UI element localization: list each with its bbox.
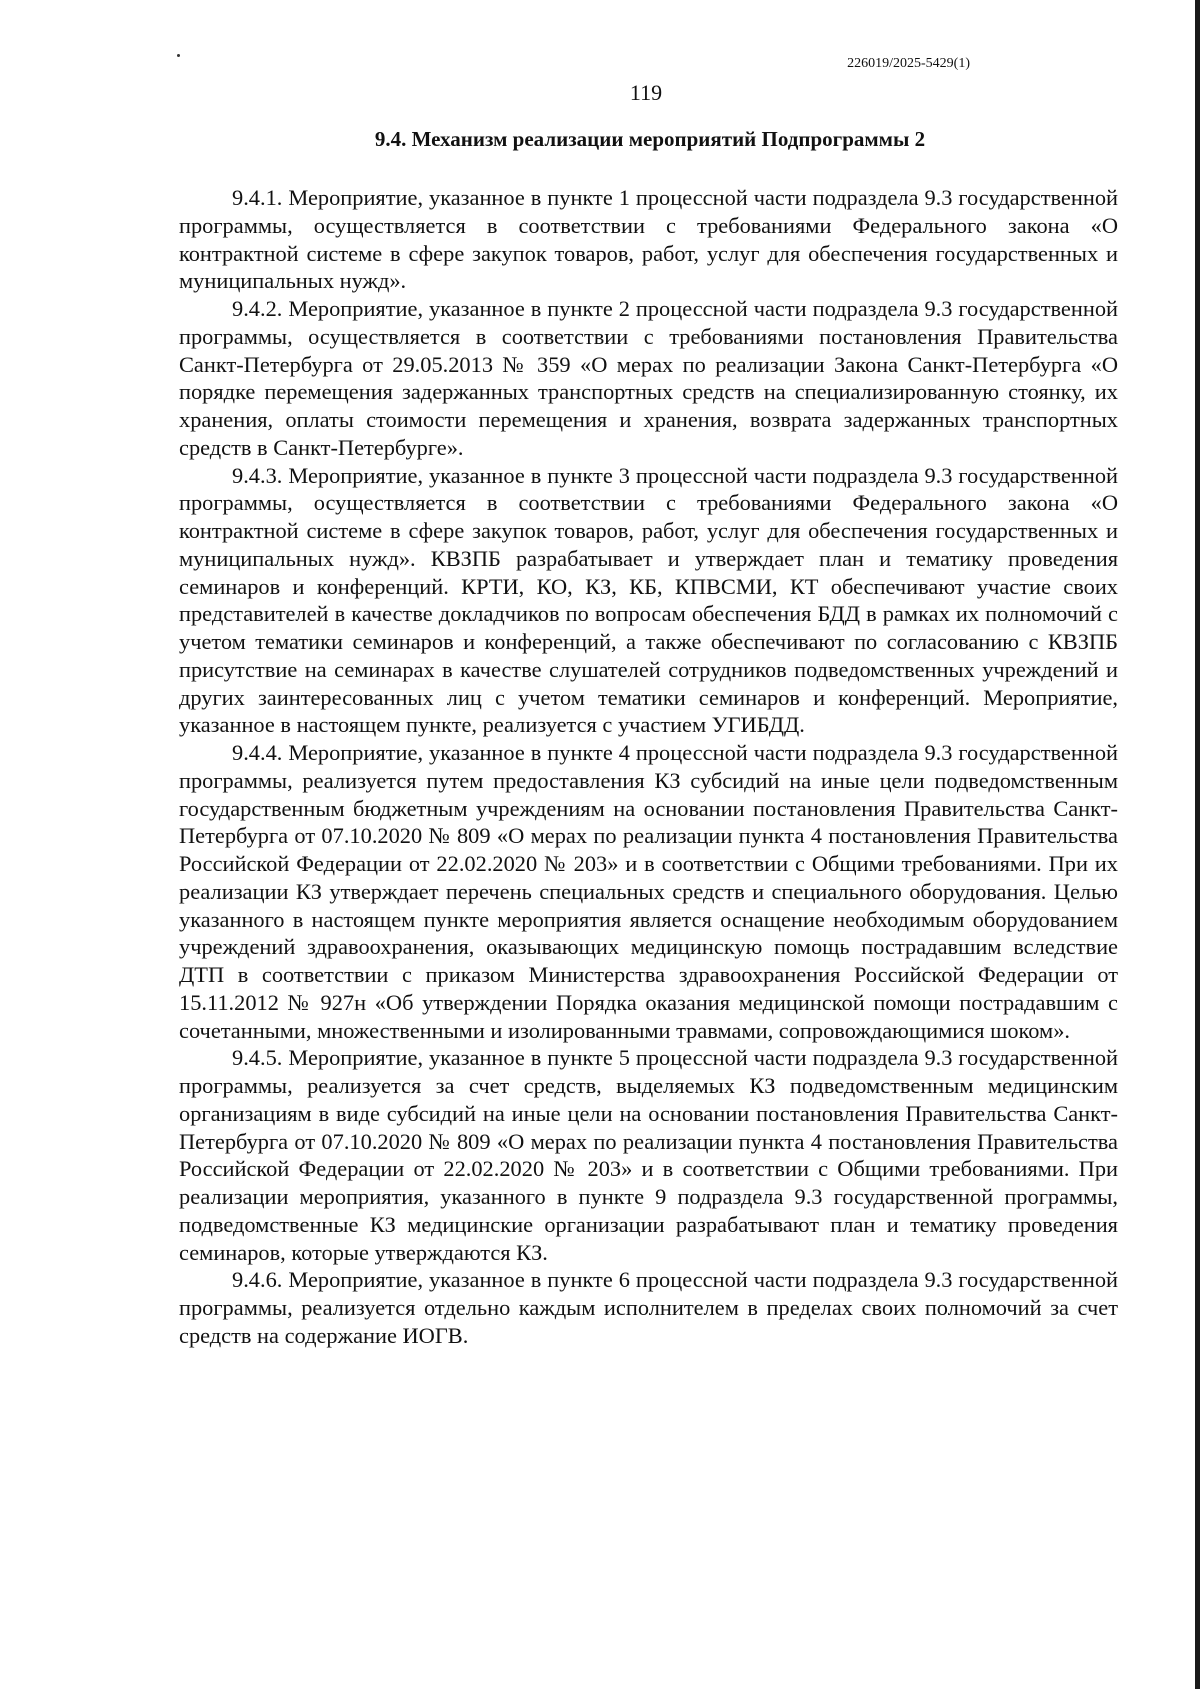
section-heading: 9.4. Механизм реализации мероприятий Подпрограммы 2 (374, 127, 926, 151)
paragraph-9-4-4: 9.4.4. Мероприятие, указанное в пункте 4 процессной части подраздела 9.3 государственной программы, реализуется путем предоставления КЗ субсидий на иные цели подведомственным государственным бюджетным учреждениям на основании постановления Правительства Санкт-Петербурга от 07.10.2020 № 809 «О мерах по реализации пункта 4 постановления Правительства Российской Федерации от 22.02.2020 № 203» и в соответствии с Общими требованиями. При их реализации КЗ утверждает перечень специальных средств и специального оборудования. Целью указанного в настоящем пункте мероприятия является оснащение необходимым оборудованием учреждений здравоохранения, оказывающих медицинскую помощь пострадавшим вследствие ДТП в соответствии с приказом Министерства здравоохранения Российской Федерации от 15.11.2012 № 927н «Об утверждении Порядка оказания медицинской помощи пострадавшим с сочетанными, множественными и изолированными травмами, сопровождающимися шоком». (179, 740, 1118, 1043)
paragraph-9-4-3: 9.4.3. Мероприятие, указанное в пункте 3 процессной части подраздела 9.3 государственной программы, осуществляется в соответствии с требованиями Федерального закона «О контрактной системе в сфере закупок товаров, работ, услуг для обеспечения государственных и муниципальных нужд». КВЗПБ разрабатывает и утверждает план и тематику проведения семинаров и конференций. КРТИ, КО, КЗ, КБ, КПВСМИ, КТ обеспечивают участие своих представителей в качестве докладчиков по вопросам обеспечения БДД в рамках их полномочий с учетом тематики семинаров и конференций, а также обеспечивают по согласованию с КВЗПБ присутствие на семинарах в качестве слушателей сотрудников подведомственных учреждений и других заинтересованных лиц с учетом тематики семинаров и конференций. Мероприятие, указанное в настоящем пункте, реализуется с участием УГИБДД. (179, 462, 1118, 738)
document-id: 226019/2025-5429(1) (847, 56, 970, 71)
paragraph-9-4-6: 9.4.6. Мероприятие, указанное в пункте 6 процессной части подраздела 9.3 государственной программы, реализуется отдельно каждым исполнителем в пределах своих полномочий за счет средств на содержание ИОГВ. (179, 1267, 1118, 1348)
paragraph-9-4-5: 9.4.5. Мероприятие, указанное в пункте 5 процессной части подраздела 9.3 государственной программы, реализуется за счет средств, выделяемых КЗ подведомственным медицинским организациям в виде субсидий на иные цели на основании постановления Правительства Санкт-Петербурга от 07.10.2020 № 809 «О мерах по реализации пункта 4 постановления Правительства Российской Федерации от 22.02.2020 № 203» и в соответствии с Общими требованиями. При реализации мероприятия, указанного в пункте 9 подраздела 9.3 государственной программы, подведомственные КЗ медицинские организации разрабатывают план и тематику проведения семинаров, которые утверждаются КЗ. (179, 1045, 1118, 1265)
scan-speck (177, 54, 180, 57)
document-body (179, 184, 1118, 1350)
page-number: 119 (629, 80, 663, 105)
scan-edge (1195, 0, 1200, 1689)
paragraph-9-4-1: 9.4.1. Мероприятие, указанное в пункте 1 процессной части подраздела 9.3 государственной программы, осуществляется в соответствии с требованиями Федерального закона «О контрактной системе в сфере закупок товаров, работ, услуг для обеспечения государственных и муниципальных нужд». (179, 185, 1118, 294)
paragraph-9-4-2: 9.4.2. Мероприятие, указанное в пункте 2 процессной части подраздела 9.3 государственной программы, осуществляется в соответствии с требованиями постановления Правительства Санкт-Петербурга от 29.05.2013 № 359 «О мерах по реализации Закона Санкт-Петербурга «О порядке перемещения задержанных транспортных средств на специализированную стоянку, их хранения, оплаты стоимости перемещения и хранения, возврата задержанных транспортных средств в Санкт-Петербурге». (179, 296, 1118, 460)
